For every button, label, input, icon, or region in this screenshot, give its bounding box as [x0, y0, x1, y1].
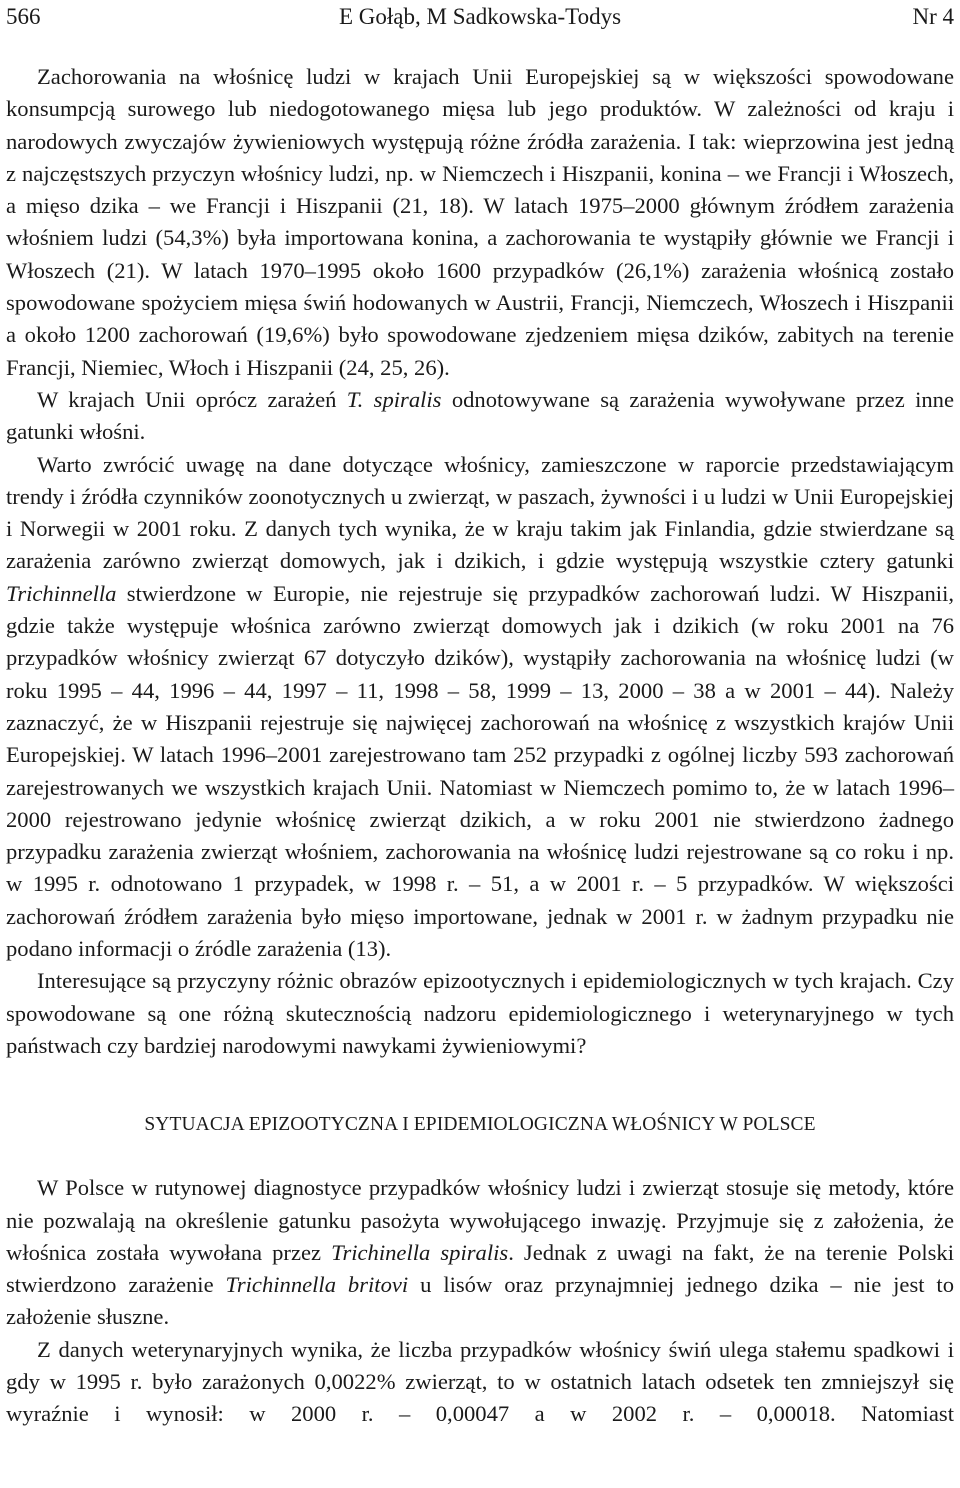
italic-term: Trichinnella [6, 580, 117, 606]
paragraphs-before-heading [6, 61, 954, 1062]
running-header [6, 0, 954, 40]
text-run: odnotowywane są zarażenia wywoływane przez inne gatunki włośni. [6, 386, 954, 445]
paragraph-p2 [6, 384, 954, 449]
text-run: u lisów oraz przynajmniej jednego dzika – nie jest to założenie słuszne. [6, 1272, 955, 1330]
text-run: stwierdzone w Europie, nie rejestruje się przypadków zachorowań ludzi. W Hiszpanii, gdzie także występuje włośnica zarówno zwierząt domowych jak i dzikich (w roku 2001 na 76 przypadków włośnicy zwierząt 67 dotyczyło dzików), wystąpiły zachorowania na włośnicę ludzi (w roku 1995 – 44, 1996 – 44, 1997 – 11, 1998 – 58, 1999 – 13, 2000 – 38 a w 2001 – 44). Należy zaznaczyć, że w Hiszpanii rejestruje się najwięcej zachorowań na włośnicę z wszystkich krajów Unii Europejskiej. W latach 1996–2001 zarejestrowano tam 252 przypadki z ogólnej liczby 593 zachorowań zarejestrowanych we wszystkich krajach Unii. Natomiast w Niemczech pomimo to, że w latach 1996–2000 rejestrowano jedynie włośnicę zwierząt dzikich, a w roku 2001 nie stwierdzono żadnego przypadku zarażenia zwierząt włośniem, zachorowania na włośnicę ludzi rejestrowane są co roku i np. w 1995 r. odnotowano 1 przypadek, w 1998 r. – 51, a w 2001 r. – 5 przypadków. W większości zachorowań źródłem zarażenia było mięso importowane, jednak w 2001 r. w żadnym przypadku nie podano informacji o źródle zarażenia (13). [6, 580, 954, 962]
article-body [6, 61, 954, 1431]
italic-term: Trichinella spiralis [331, 1239, 509, 1265]
section-heading: SYTUACJA EPIZOOTYCZNA I EPIDEMIOLOGICZNA WŁOŚNICY W POLSCE [144, 1114, 816, 1136]
paragraph-p3 [6, 449, 954, 966]
page-number: 566 [6, 4, 41, 29]
paragraph-p6 [6, 1334, 954, 1431]
text-run: Zachorowania na włośnicę ludzi w krajach Unii Europejskiej są w większości spowodowane konsumpcją surowego lub niedogotowanego mięsa lub jego produktów. W zależności od kraju i narodowych zwyczajów żywieniowych występują różne źródła zarażenia. I tak: wieprzowina jest jedną z najczęstszych przyczyn włośnicy ludzi, np. w Niemczech i Hiszpanii, konina – we Francji i Włoszech, a mięso dzika – we Francji i Hiszpanii (21, 18). W latach 1975–2000 głównym źródłem zarażenia włośniem ludzi (54,3%) była importowana konina, a zachorowania te wystąpiły głównie we Francji i Włoszech (21). W latach 1970–1995 około 1600 przypadków (26,1%) zarażenia włośnicą zostało spowodowane spożyciem mięsa świń hodowanych w Austrii, Francji, Niemczech, Włoszech i Hiszpanii a około 1200 zachorowań (19,6%) było spowodowane zjedzeniem mięsa dzików, zabitych na terenie Francji, Niemiec, Włoch i Hiszpanii (24, 25, 26). [6, 64, 954, 380]
italic-term: T. spiralis [346, 386, 442, 412]
text-run: Warto zwrócić uwagę na dane dotyczące włośnicy, zamieszczone w raporcie przedstawiającym trendy i źródła czynników zoonotycznych u zwierząt, w paszach, żywności i u ludzi w Unii Europejskiej i Norwegii w 2001 roku. Z danych tych wynika, że w kraju takim jak Finlandia, gdzie stwierdzane są zarażenia zarówno zwierząt domowych, jak i dzikich, i gdzie występują wszystkie cztery gatunki [6, 451, 954, 574]
running-title: E Gołąb, M Sadkowska-Todys [338, 4, 622, 29]
text-run: W Polsce w rutynowej diagnostyce przypadków włośnicy ludzi i zwierząt stosuje się metody, które nie pozwalają na określenie gatunku pasożyta wywołującego inwazję. Przyjmuje się z założenia, że włośnica została wywołana przez [6, 1175, 954, 1265]
paragraph-p1 [6, 61, 954, 384]
paragraph-p4 [6, 965, 954, 1062]
text-run: W krajach Unii oprócz zarażeń [37, 386, 347, 412]
italic-term: Trichinnella britovi [225, 1272, 409, 1298]
issue-number: Nr 4 [912, 4, 954, 29]
paragraphs-after-heading [6, 1172, 954, 1430]
text-run: . Jednak z uwagi na fakt, że na terenie Polski stwierdzono zarażenie [6, 1239, 955, 1298]
text-run: Z danych weterynaryjnych wynika, że liczba przypadków włośnicy świń ulega stałemu spadkowi i gdy w 1995 r. było zarażonych 0,0022% zwierząt, to w ostatnich latach odsetek ten zmniejszył się wyraźnie i wynosił: w 2000 r. – 0,00047 a w 2002 r. – 0,00018. Natomiast [6, 1336, 954, 1427]
text-run: Interesujące są przyczyny różnic obrazów epizootycznych i epidemiologicznych w tych krajach. Czy spowodowane są one różną skutecznością nadzoru epidemiologicznego i weterynaryjnego w tych państwach czy bardziej narodowymi nawykami żywieniowymi? [6, 968, 954, 1058]
paragraph-p5 [6, 1172, 954, 1333]
